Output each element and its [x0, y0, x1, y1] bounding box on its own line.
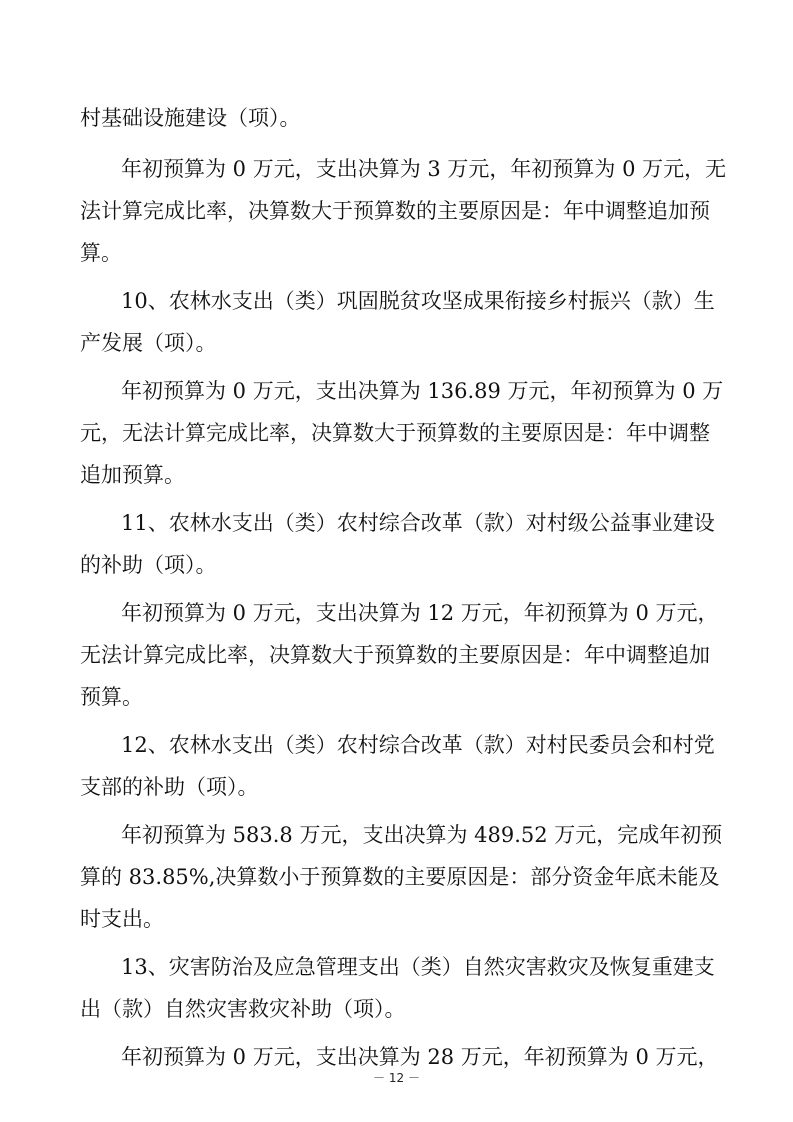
text-line-3: 法计算完成比率，决算数大于预算数的主要原因是：年中调整追加预 — [80, 199, 710, 223]
text-line-12: 年初预算为 0 万元，支出决算为 12 万元，年初预算为 0 万元， — [121, 601, 719, 625]
text-line-7: 年初预算为 0 万元，支出决算为 136.89 万元，年初预算为 0 万 — [121, 379, 724, 403]
text-line-14: 预算。 — [80, 685, 143, 709]
text-line-8: 元，无法计算完成比率，决算数大于预算数的主要原因是：年中调整 — [80, 421, 710, 445]
text-line-13: 无法计算完成比率，决算数大于预算数的主要原因是：年中调整追加 — [80, 643, 710, 667]
text-line-15: 12、农林水支出（类）农村综合改革（款）对村民委员会和村党 — [121, 733, 715, 757]
text-line-19: 时支出。 — [80, 907, 164, 931]
text-line-21: 出（款）自然灾害救灾补助（项）。 — [80, 997, 406, 1021]
text-line-1: 村基础设施建设（项）。 — [80, 106, 301, 130]
text-line-22: 年初预算为 0 万元，支出决算为 28 万元，年初预算为 0 万元， — [121, 1045, 719, 1069]
text-line-6: 产发展（项）。 — [80, 331, 217, 355]
text-line-16: 支部的补助（项）。 — [80, 775, 259, 799]
text-line-11: 的补助（项）。 — [80, 553, 217, 577]
text-line-4: 算。 — [80, 241, 122, 265]
text-line-9: 追加预算。 — [80, 463, 185, 487]
text-line-18: 算的 83.85%,决算数小于预算数的主要原因是：部分资金年底未能及 — [80, 865, 720, 889]
text-line-5: 10、农林水支出（类）巩固脱贫攻坚成果衔接乡村振兴（款）生 — [121, 289, 715, 313]
text-line-2: 年初预算为 0 万元，支出决算为 3 万元，年初预算为 0 万元，无 — [121, 157, 727, 181]
text-line-17: 年初预算为 583.8 万元，支出决算为 489.52 万元，完成年初预 — [121, 823, 723, 847]
page-number: － 12 － — [373, 1071, 420, 1085]
text-line-10: 11、农林水支出（类）农村综合改革（款）对村级公益事业建设 — [121, 511, 715, 535]
text-line-20: 13、灾害防治及应急管理支出（类）自然灾害救灾及恢复重建支 — [121, 955, 715, 979]
